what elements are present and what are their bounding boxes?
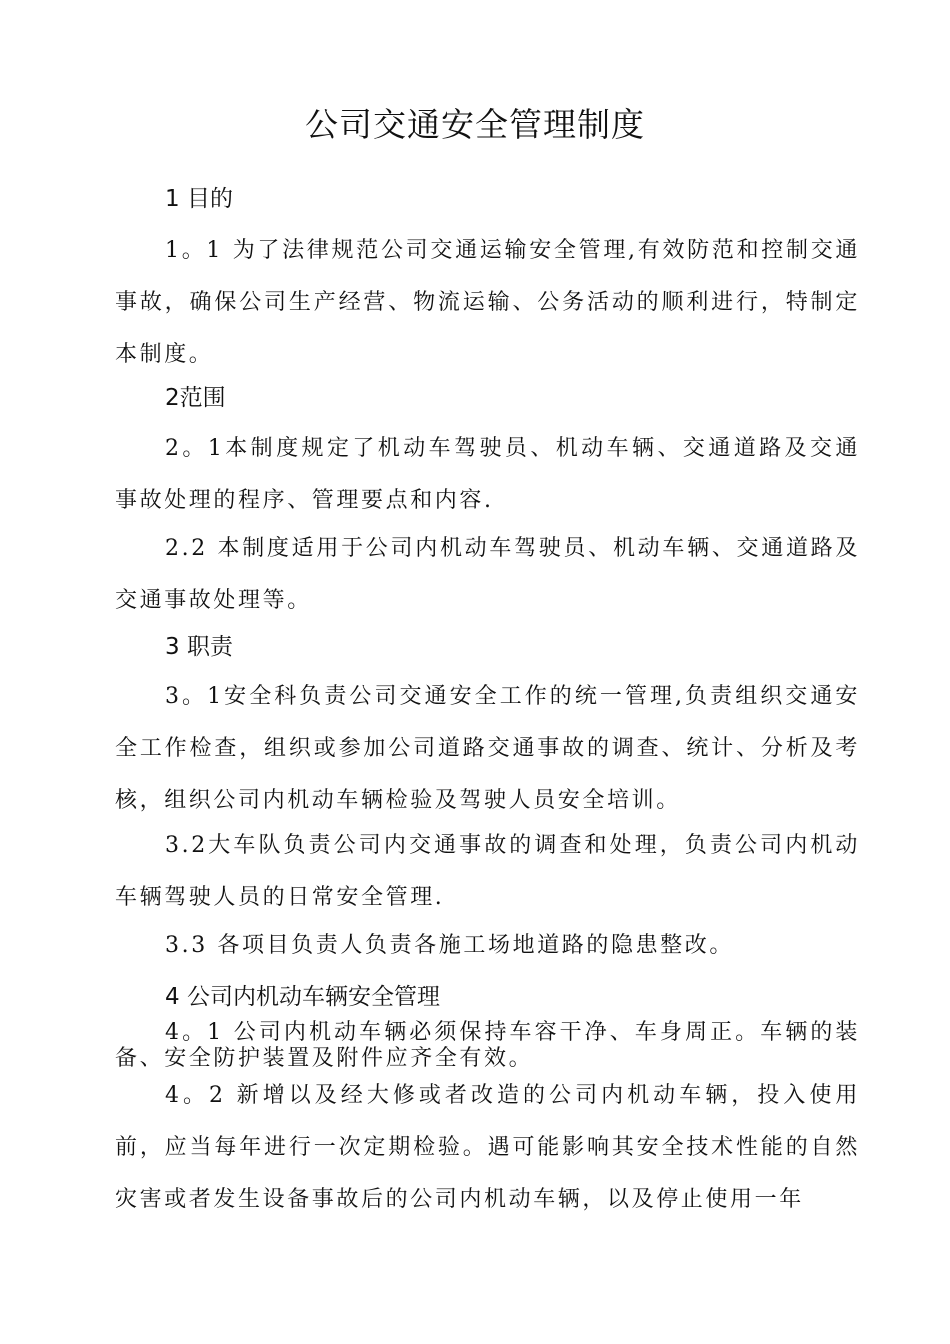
paragraph-2-2: 2.2 本制度适用于公司内机动车驾驶员、机动车辆、交通道路及交通事故处理等。	[115, 536, 860, 613]
paragraph-2-1: 2。1本制度规定了机动车驾驶员、机动车辆、交通道路及交通事故处理的程序、管理要点和内容.	[115, 436, 860, 513]
section-heading-responsibilities: 3 职责	[165, 634, 233, 660]
paragraph-4-1: 4。1 公司内机动车辆必须保持车容干净、车身周正。车辆的装备、安全防护装置及附件应齐全有效。	[115, 1020, 860, 1071]
paragraph-3-1: 3。1安全科负责公司交通安全工作的统一管理,负责组织交通安全工作检查，组织或参加公司道路交通事故的调查、统计、分析及考核，组织公司内机动车辆检验及驾驶人员安全培训。	[115, 684, 860, 813]
paragraph-3-3: 3.3 各项目负责人负责各施工场地道路的隐患整改。	[165, 933, 734, 958]
section-heading-vehicle-safety: 4 公司内机动车辆安全管理	[165, 984, 440, 1010]
section-heading-scope: 2范围	[165, 385, 226, 411]
paragraph-4-2: 4。2 新增以及经大修或者改造的公司内机动车辆，投入使用前，应当每年进行一次定期检验。遇可能影响其安全技术性能的自然灾害或者发生设备事故后的公司内机动车辆，以及停止使用一年	[115, 1083, 860, 1212]
paragraph-3-2: 3.2大车队负责公司内交通事故的调查和处理，负责公司内机动车辆驾驶人员的日常安全管理.	[115, 833, 860, 910]
document-title: 公司交通安全管理制度	[305, 105, 645, 144]
paragraph-1-1: 1。1 为了法律规范公司交通运输安全管理,有效防范和控制交通事故，确保公司生产经营、物流运输、公务活动的顺利进行，特制定本制度。	[115, 238, 860, 367]
section-heading-purpose: 1 目的	[165, 186, 233, 212]
